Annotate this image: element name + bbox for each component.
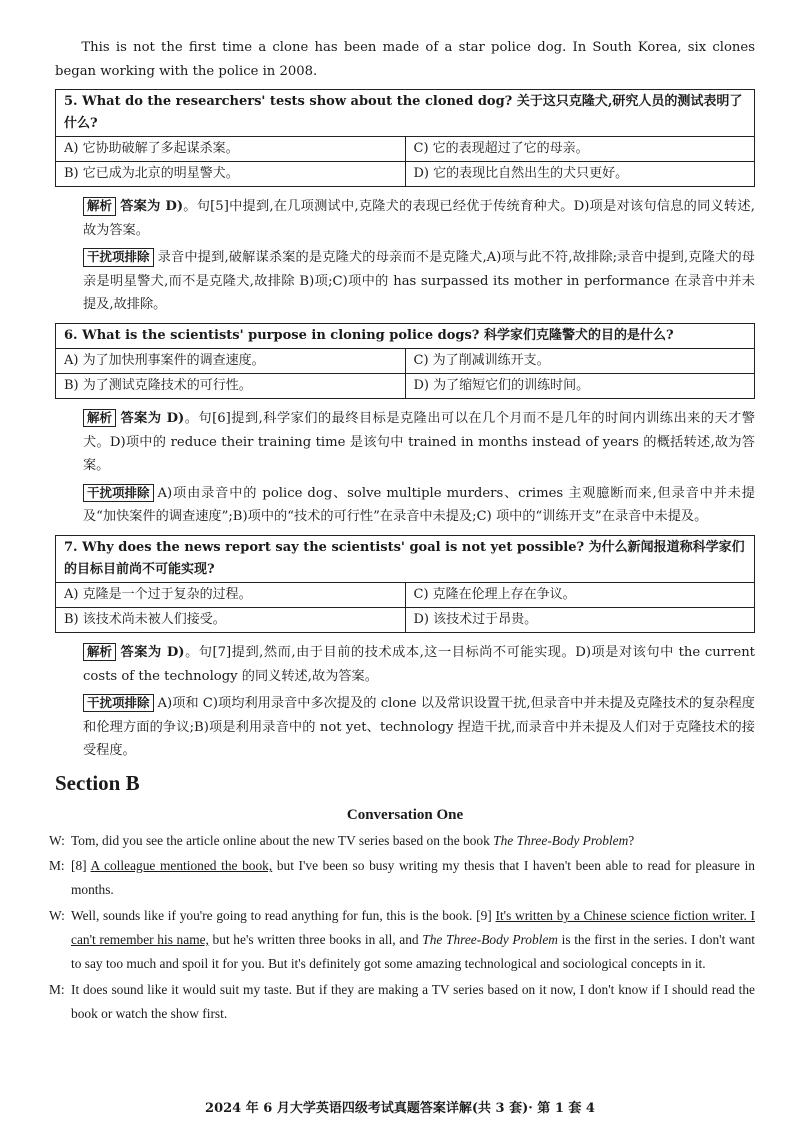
- q6-option-b: B) 为了测试克隆技术的可行性。: [56, 374, 406, 399]
- q7-distractor-text: A)项和 C)项均利用录音中多次提及的 clone 以及常识设置干扰,但录音中并未提及克隆技术的复杂程度和伦理方面的争议;B)项是利用录音中的 not yet、technology 捏造干扰,而录音中并未提及人们对于克隆技术的接受程度。: [83, 696, 755, 759]
- conversation-title: Conversation One: [346, 806, 464, 823]
- underlined-key-sentence: It's written by a Chinese science fiction writer. I can't remember his name,: [71, 908, 755, 948]
- dialogue-line-3: [49, 904, 755, 976]
- dialogue-line-1: [49, 829, 755, 853]
- question-6-table: [55, 323, 755, 399]
- q6-distractor-text: A)项由录音中的 police dog、solve multiple murders、crimes 主观臆断而来,但录音中并未提及“加快案件的调查速度”;B)项中的“技术的可行性”在录音中未提及;C) 项中的“训练开支”在录音中未提及。: [83, 485, 755, 525]
- page-content: [49, 36, 755, 1027]
- q7-analysis: [55, 641, 755, 688]
- q5-option-a: A) 它协助破解了多起谋杀案。: [56, 137, 406, 162]
- dialogue-text: [71, 829, 755, 853]
- q7-distractor: [55, 692, 755, 763]
- dialogue-line-4: [49, 978, 755, 1026]
- sentence-number: [8]: [71, 858, 91, 874]
- question-7-stem: 7. Why does the news report say the scientists' goal is not yet possible? 为什么新闻报道称科学家们的目标目前尚不可能实现?: [56, 535, 755, 582]
- q5-option-c: C) 它的表现超过了它的母亲。: [405, 137, 755, 162]
- question-6-stem: 6. What is the scientists' purpose in cloning police dogs? 科学家们克隆警犬的目的是什么?: [56, 323, 755, 348]
- dialogue-fragment: is the first in the series. I don't want to say too much and spoil it for you. But it's definitely got some amazing technological and sociological concepts in it.: [71, 932, 755, 971]
- dialogue-text: [71, 904, 755, 976]
- q6-option-d: D) 为了缩短它们的训练时间。: [405, 374, 755, 399]
- q5-analysis: [55, 195, 755, 242]
- question-5-stem: 5. What do the researchers' tests show about the cloned dog? 关于这只克隆犬,研究人员的测试表明了什么?: [56, 90, 755, 137]
- q7-option-a: A) 克隆是一个过于复杂的过程。: [56, 582, 406, 607]
- q5-distractor-text: 录音中提到,破解谋杀案的是克隆犬的母亲而不是克隆犬,A)项与此不符,故排除;录音中提到,克隆犬的母亲是明星警犬,而不是克隆犬,故排除 B)项;C)项中的 has surpassed its mother in performance 在录音中并未提及,故排除。: [83, 250, 755, 313]
- q6-option-c: C) 为了削减训练开支。: [405, 348, 755, 373]
- q7-answer: 答案为 D): [120, 645, 185, 661]
- distractor-tag: 干扰项排除: [83, 484, 154, 502]
- q6-analysis: [55, 407, 755, 478]
- page-footer: 2024 年 6 月大学英语四级考试真题答案详解(共 3 套)· 第 1 套 4: [205, 1101, 595, 1116]
- q6-option-a: A) 为了加快刑事案件的调查速度。: [56, 348, 406, 373]
- distractor-tag: 干扰项排除: [83, 248, 154, 266]
- q5-option-d: D) 它的表现比自然出生的犬只更好。: [405, 162, 755, 187]
- analysis-tag: 解析: [83, 643, 116, 661]
- q6-distractor: [55, 482, 755, 529]
- q7-analysis-text: 。句[7]提到,然而,由于目前的技术成本,这一目标尚不可能实现。D)项是对该句中 the current costs of the technology 的同义转述,故为答案。: [83, 645, 755, 684]
- underlined-key-sentence: A colleague mentioned the book,: [90, 858, 273, 874]
- q5-answer: 答案为 D): [120, 199, 184, 215]
- distractor-tag: 干扰项排除: [83, 694, 154, 712]
- q6-answer: 答案为 D): [120, 411, 185, 427]
- dialogue-fragment: but he's written three books in all, and: [208, 932, 423, 948]
- speaker-label: M:: [49, 981, 65, 997]
- dialogue-line-2: [49, 854, 755, 902]
- dialogue-fragment: ?: [628, 832, 635, 848]
- book-title: The Three-Body Problem: [422, 932, 558, 948]
- question-7-table: [55, 535, 755, 633]
- analysis-tag: 解析: [83, 409, 116, 427]
- dialogue-text: It does sound like it would suit my taste. But if they are making a TV series based on it now, I don't know if I should read the book or watch the show first.: [71, 981, 755, 1021]
- question-5-table: [55, 89, 755, 187]
- book-title: The Three-Body Problem: [493, 832, 629, 848]
- q7-option-d: D) 该技术过于昂贵。: [405, 607, 755, 632]
- q7-option-c: C) 克隆在伦理上存在争议。: [405, 582, 755, 607]
- dialogue-fragment: Tom, did you see the article online about the new TV series based on the book: [71, 832, 494, 848]
- analysis-tag: 解析: [83, 197, 116, 215]
- q5-option-b: B) 它已成为北京的明星警犬。: [56, 162, 406, 187]
- dialogue-fragment: but I've been so busy writing my thesis that I haven't been able to read for pleasure in months.: [71, 858, 755, 898]
- q5-analysis-text: 。句[5]中提到,在几项测试中,克隆犬的表现已经优于传统育种犬。D)项是对该句信息的同义转述,故为答案。: [83, 199, 755, 238]
- q6-analysis-text: 。句[6]提到,科学家们的最终目标是克隆出可以在几个月而不是几年的时间内训练出来的天才警犬。D)项中的 reduce their training time 是该句中 trained in months instead of years 的概括转述,故为答案。: [83, 411, 755, 474]
- q7-option-b: B) 该技术尚未被人们接受。: [56, 607, 406, 632]
- intro-paragraph: This is not the first time a clone has been made of a star police dog. In South Korea, six clones began working with the police in 2008.: [55, 40, 755, 79]
- speaker-label: M:: [49, 858, 65, 874]
- speaker-label: W:: [49, 908, 65, 924]
- dialogue-text: [71, 854, 755, 902]
- section-b-heading: Section B: [55, 770, 140, 795]
- q5-distractor: [55, 246, 755, 317]
- speaker-label: W:: [49, 832, 65, 848]
- dialogue-fragment: Well, sounds like if you're going to read anything for fun, this is the book. [9]: [71, 908, 496, 924]
